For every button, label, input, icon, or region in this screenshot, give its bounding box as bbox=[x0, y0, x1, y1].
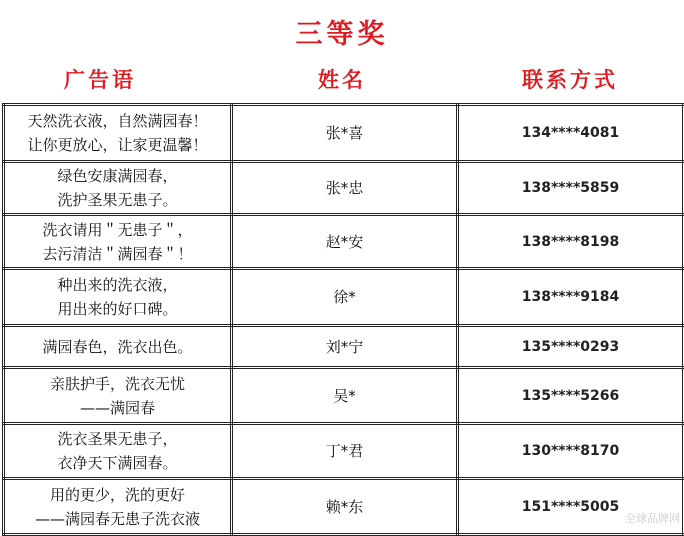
slogan-line: 满园春色，洗衣出色。 bbox=[42, 337, 193, 356]
name-cell: 丁*君 bbox=[232, 424, 458, 479]
slogan-cell bbox=[4, 269, 232, 326]
slogan-line: 洗衣圣果无患子， bbox=[57, 430, 178, 448]
slogan-line: 种出来的洗衣液， bbox=[57, 276, 178, 294]
slogan-cell bbox=[4, 215, 232, 269]
slogan-cell bbox=[4, 162, 232, 215]
page-title: 三等奖 bbox=[295, 19, 389, 50]
slogan-cell bbox=[4, 424, 232, 479]
slogan-line: 去污清洁＂满园春＂！ bbox=[42, 244, 193, 263]
contact-cell: 138****8198 bbox=[458, 215, 684, 269]
contact-cell: 151****5005 bbox=[458, 479, 684, 535]
table-row bbox=[4, 424, 684, 479]
slogan-line: 衣净天下满园春。 bbox=[57, 454, 178, 472]
table-row bbox=[4, 479, 684, 535]
winners-table bbox=[2, 103, 684, 536]
table-row bbox=[4, 326, 684, 368]
slogan-line: 洗衣请用＂无患子＂， bbox=[42, 220, 193, 239]
table-row bbox=[4, 368, 684, 424]
contact-cell: 135****5266 bbox=[458, 368, 684, 424]
slogan-line: 用出来的好口碑。 bbox=[57, 300, 178, 318]
header-contact: 联系方式 bbox=[522, 67, 618, 92]
slogan-line: 洗护圣果无患子。 bbox=[57, 191, 178, 209]
header-slogan: 广告语 bbox=[64, 67, 136, 92]
contact-cell: 130****8170 bbox=[458, 424, 684, 479]
slogan-line: 用的更少，洗的更好 bbox=[49, 485, 185, 504]
slogan-cell bbox=[4, 326, 232, 368]
header-name: 姓名 bbox=[318, 67, 366, 92]
table-row bbox=[4, 105, 684, 162]
slogan-line: 绿色安康满园春， bbox=[57, 167, 178, 185]
watermark-logo: 全球品牌网 bbox=[625, 512, 680, 525]
slogan-line: 天然洗衣液，自然满园春！ bbox=[27, 112, 208, 130]
name-cell: 张*忠 bbox=[232, 162, 458, 215]
slogan-line: ——满园春 bbox=[79, 398, 155, 417]
name-cell: 吴* bbox=[232, 368, 458, 424]
contact-cell: 138****9184 bbox=[458, 269, 684, 326]
slogan-line: 亲肤护手，洗衣无忧 bbox=[49, 374, 185, 393]
table-row bbox=[4, 162, 684, 215]
name-cell: 张*喜 bbox=[232, 105, 458, 162]
contact-cell: 134****4081 bbox=[458, 105, 684, 162]
slogan-line: ——满园春无患子洗衣液 bbox=[34, 509, 200, 528]
slogan-cell bbox=[4, 368, 232, 424]
name-cell: 徐* bbox=[232, 269, 458, 326]
contact-cell: 138****5859 bbox=[458, 162, 684, 215]
contact-cell: 135****0293 bbox=[458, 326, 684, 368]
slogan-cell bbox=[4, 479, 232, 535]
name-cell: 刘*宁 bbox=[232, 326, 458, 368]
slogan-cell bbox=[4, 105, 232, 162]
slogan-line: 让你更放心，让家更温馨！ bbox=[27, 136, 208, 154]
name-cell: 赵*安 bbox=[232, 215, 458, 269]
table-row bbox=[4, 269, 684, 326]
table-row bbox=[4, 215, 684, 269]
name-cell: 赖*东 bbox=[232, 479, 458, 535]
column-headers bbox=[0, 64, 684, 98]
